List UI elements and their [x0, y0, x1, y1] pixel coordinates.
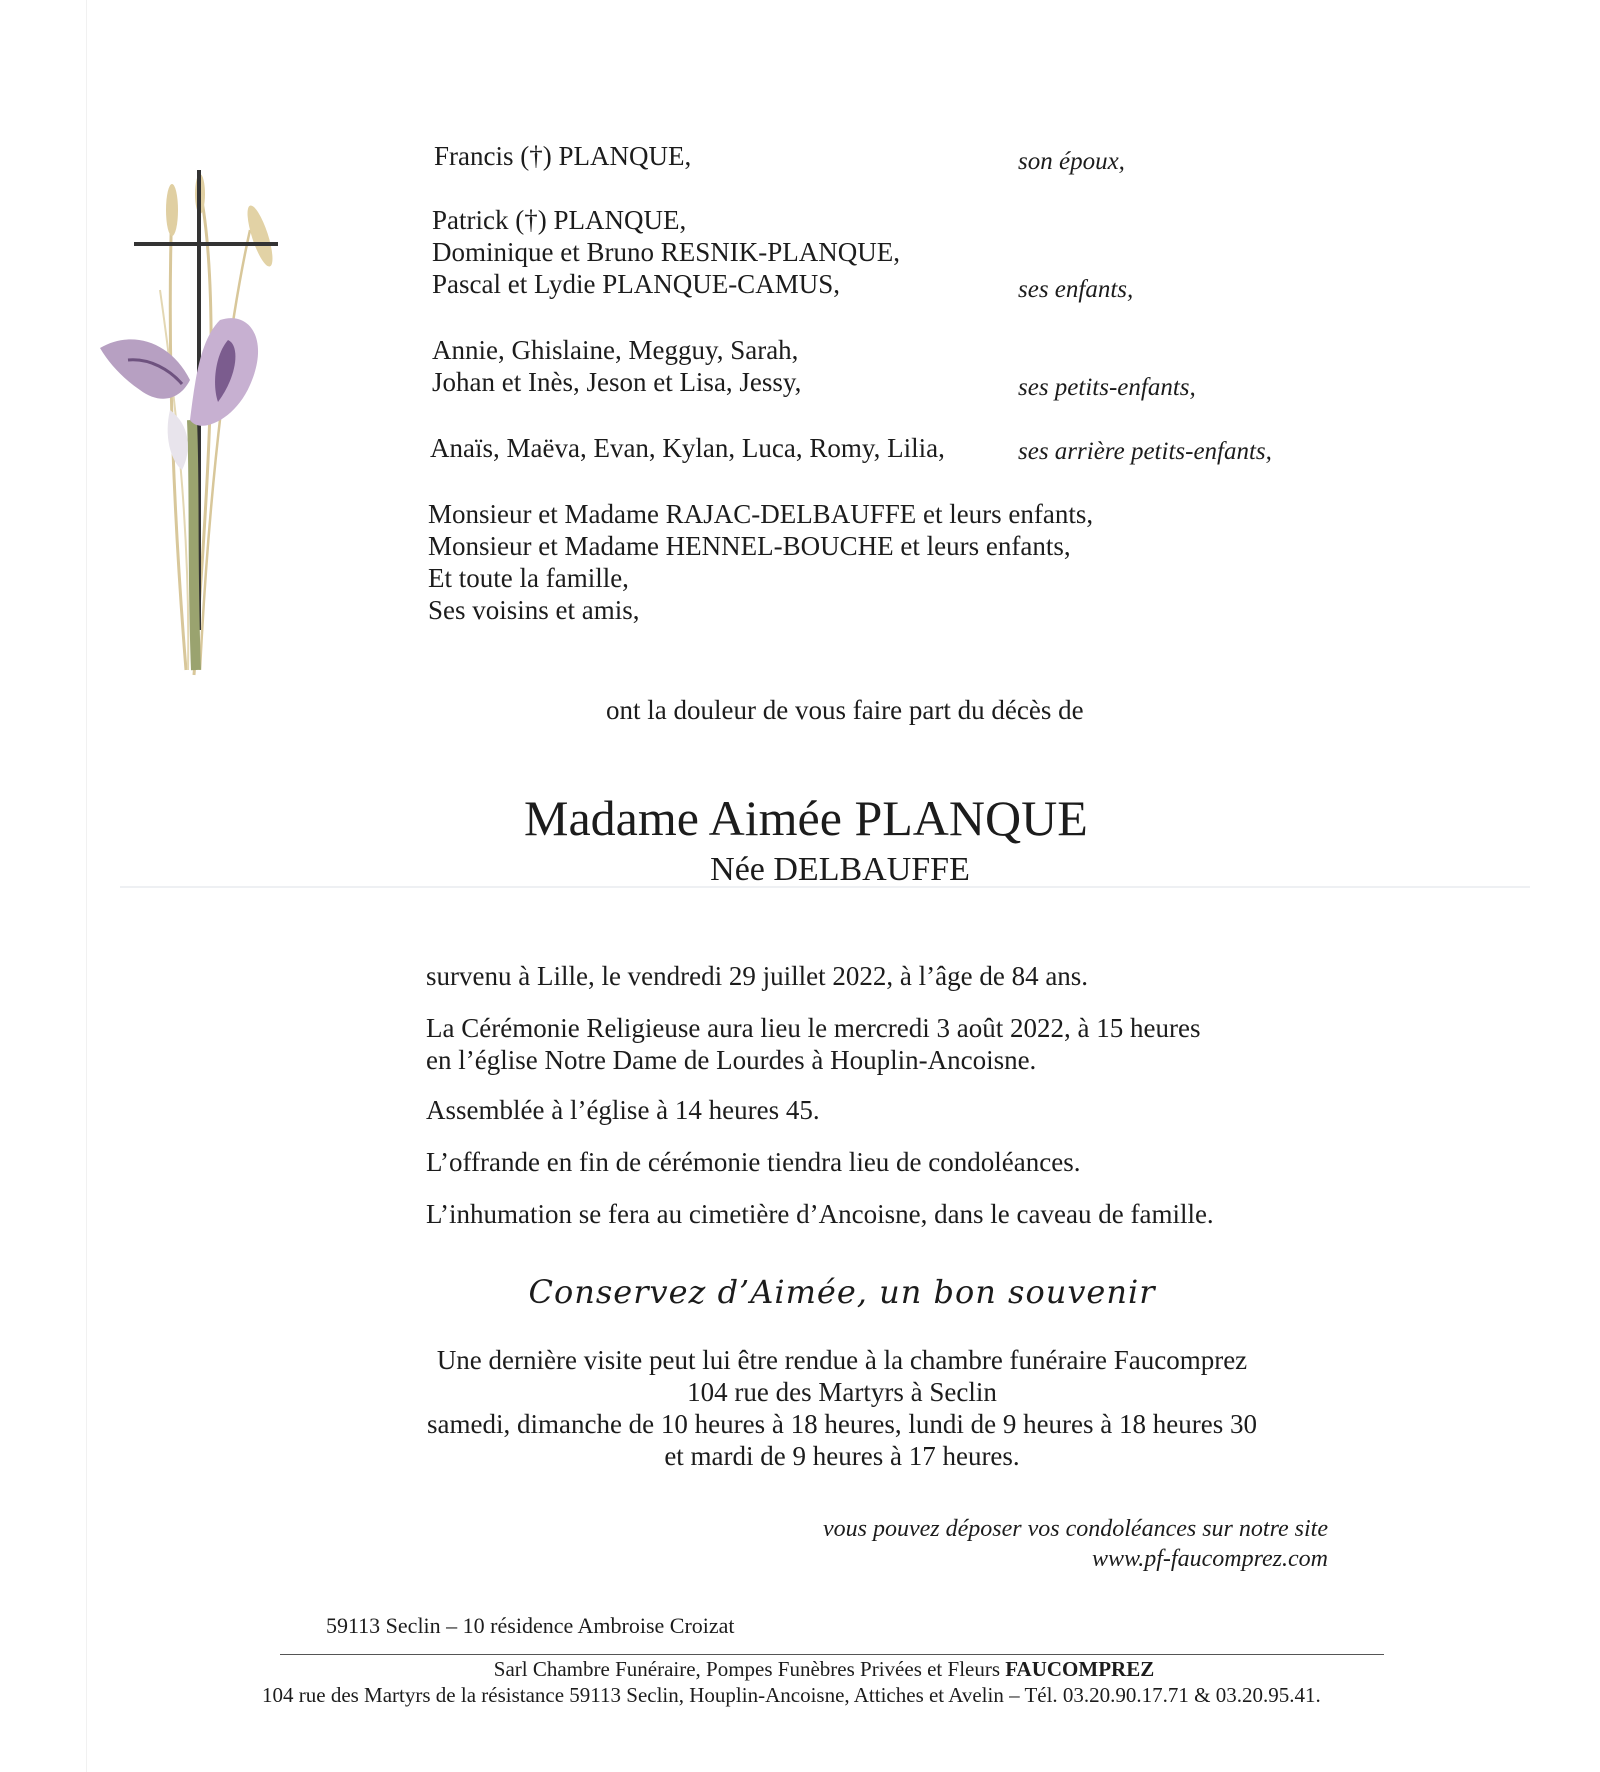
family-line: Monsieur et Madame HENNEL-BOUCHE et leurs enfants, — [428, 531, 1071, 561]
relation-label: ses petits-enfants, — [1018, 374, 1196, 401]
family-line: Francis (†) PLANQUE, — [434, 141, 692, 171]
footer-address: 104 rue des Martyrs de la résistance 59113 Seclin, Houplin-Ancoisne, Attiches et Avelin – Tél. 03.20.90.17.71 & 03.20.95.41. — [262, 1683, 1321, 1707]
relation-label: ses arrière petits-enfants, — [1018, 438, 1272, 465]
visit-line: 104 rue des Martyrs à Seclin — [687, 1377, 997, 1407]
family-line: Monsieur et Madame RAJAC-DELBAUFFE et leurs enfants, — [428, 499, 1094, 529]
family-address: 59113 Seclin – 10 résidence Ambroise Croizat — [326, 1613, 735, 1638]
condolences-link[interactable]: www.pf-faucomprez.com — [1092, 1546, 1328, 1572]
family-line: Anaïs, Maëva, Evan, Kylan, Luca, Romy, Lilia, — [430, 433, 945, 463]
family-line: Pascal et Lydie PLANQUE-CAMUS, — [432, 269, 840, 299]
detail-line: L’inhumation se fera au cimetière d’Ancoisne, dans le caveau de famille. — [426, 1199, 1214, 1229]
maiden-name: Née DELBAUFFE — [710, 851, 970, 888]
family-line: Dominique et Bruno RESNIK-PLANQUE, — [432, 237, 900, 267]
detail-line: L’offrande en fin de cérémonie tiendra lieu de condoléances. — [426, 1147, 1081, 1177]
visit-line: Une dernière visite peut lui être rendue à la chambre funéraire Faucomprez — [436, 1345, 1248, 1375]
announcement: ont la douleur de vous faire part du décès de — [606, 695, 1084, 725]
condolences-text: vous pouvez déposer vos condoléances sur notre site — [822, 1516, 1328, 1542]
family-line: Annie, Ghislaine, Megguy, Sarah, — [432, 335, 799, 365]
visit-line: et mardi de 9 heures à 17 heures. — [664, 1441, 1020, 1471]
footer-company — [0, 1656, 1600, 1682]
family-line: Et toute la famille, — [428, 563, 629, 593]
footer-company-prefix: Sarl Chambre Funéraire, Pompes Funèbres Privées et Fleurs — [493, 1657, 1006, 1681]
detail-line: en l’église Notre Dame de Lourdes à Houplin-Ancoisne. — [426, 1045, 1037, 1075]
footer-divider — [280, 1654, 1384, 1655]
family-line: Patrick (†) PLANQUE, — [432, 205, 687, 235]
family-line: Johan et Inès, Jeson et Lisa, Jessy, — [432, 367, 802, 397]
family-line: Ses voisins et amis, — [428, 595, 640, 625]
motto: Conservez d’Aimée, un bon souvenir — [528, 1273, 1156, 1311]
detail-line: La Cérémonie Religieuse aura lieu le mercredi 3 août 2022, à 15 heures — [426, 1013, 1201, 1043]
detail-line: survenu à Lille, le vendredi 29 juillet 2022, à l’âge de 84 ans. — [426, 961, 1089, 991]
detail-line: Assemblée à l’église à 14 heures 45. — [426, 1095, 820, 1125]
relation-label: ses enfants, — [1018, 276, 1134, 303]
cross-lily-wheat-icon — [100, 170, 300, 690]
deceased-name: Madame Aimée PLANQUE — [524, 790, 1088, 846]
footer-company-name: FAUCOMPREZ — [1005, 1657, 1155, 1681]
relation-label: son époux, — [1018, 148, 1125, 175]
visit-line: samedi, dimanche de 10 heures à 18 heures, lundi de 9 heures à 18 heures 30 — [427, 1409, 1257, 1439]
